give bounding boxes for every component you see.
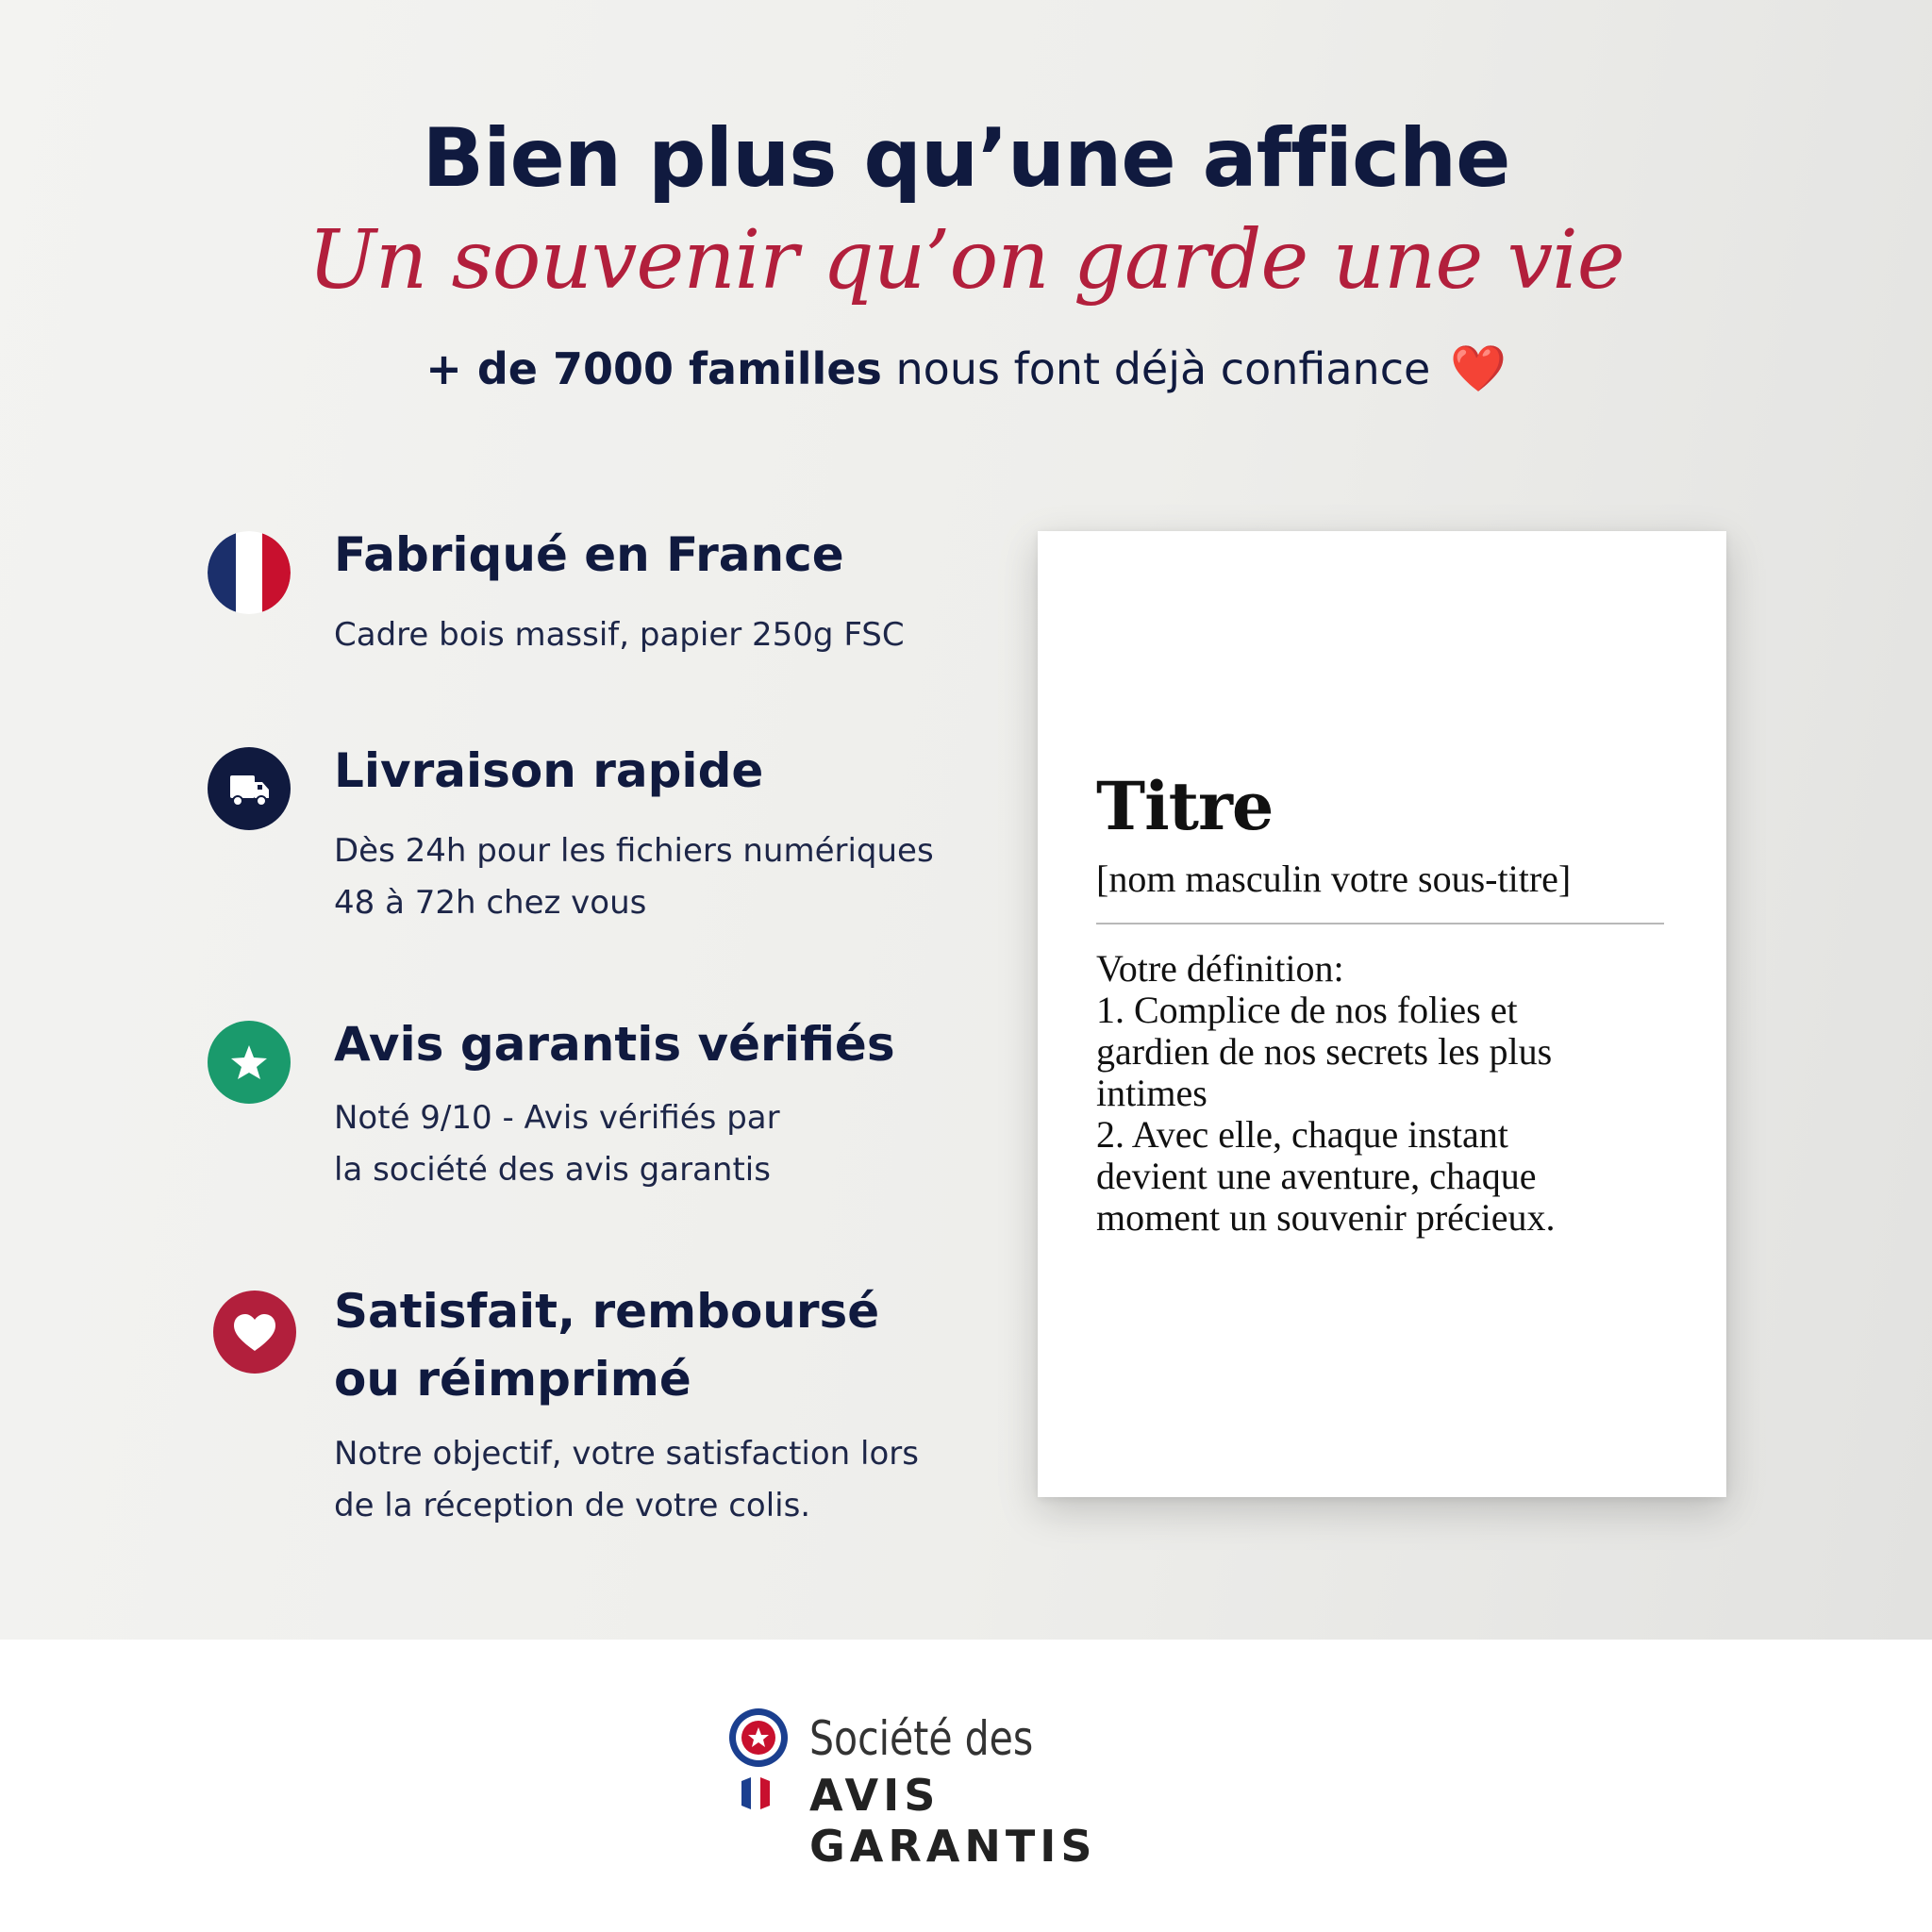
definition-line: intimes xyxy=(1096,1072,1208,1114)
heart-emoji-icon: ❤️ xyxy=(1449,342,1507,395)
definition-line: devient une aventure, chaque xyxy=(1096,1155,1537,1197)
feature-title-made-in-france: Fabriqué en France xyxy=(334,527,844,582)
feature-title-reviews: Avis garantis vérifiés xyxy=(334,1017,895,1072)
avis-garantis-emblem-icon xyxy=(724,1704,800,1826)
feature-desc-delivery: Dès 24h pour les fichiers numériques 48 à 72h chez vous xyxy=(334,832,934,922)
france-flag-icon xyxy=(208,531,291,614)
trust-line xyxy=(0,341,1932,395)
trust-count: + de 7000 familles xyxy=(425,343,882,394)
heart-icon xyxy=(213,1291,296,1374)
poster-subtitle: [nom masculin votre sous-titre] xyxy=(1096,858,1572,900)
logo-text-societe: Société des xyxy=(809,1711,1034,1766)
poster-divider xyxy=(1096,923,1664,924)
poster-preview xyxy=(1038,531,1726,1497)
page-tagline: Un souvenir qu’on garde une vie xyxy=(308,213,1624,308)
feature-desc-satisfaction: Notre objectif, votre satisfaction lors de la réception de votre colis. xyxy=(334,1435,919,1524)
definition-line: gardien de nos secrets les plus xyxy=(1096,1030,1553,1073)
poster-definition xyxy=(1096,948,1681,1239)
feature-desc-made-in-france: Cadre bois massif, papier 250g FSC xyxy=(334,616,905,654)
definition-line: moment un souvenir précieux. xyxy=(1096,1196,1556,1239)
definition-line: Votre définition: xyxy=(1096,947,1344,990)
feature-title-delivery: Livraison rapide xyxy=(334,743,764,798)
feature-desc-reviews: Noté 9/10 - Avis vérifiés par la société des avis garantis xyxy=(334,1099,780,1189)
delivery-truck-icon xyxy=(208,747,291,830)
star-icon xyxy=(208,1021,291,1104)
feature-title-satisfaction xyxy=(334,1277,975,1413)
definition-line: 1. Complice de nos folies et xyxy=(1096,989,1518,1031)
trust-text: nous font déjà confiance xyxy=(881,343,1431,394)
poster-title: Titre xyxy=(1096,767,1274,845)
logo-text-avis-garantis: AVIS GARANTIS xyxy=(809,1770,1097,1872)
feature-title-satisfaction-line1: Satisfait, remboursé xyxy=(334,1284,880,1339)
page-title: Bien plus qu’une affiche xyxy=(422,111,1510,206)
feature-title-satisfaction-line2: ou réimprimé xyxy=(334,1352,691,1407)
avis-garantis-logo xyxy=(724,1704,1215,1872)
definition-line: 2. Avec elle, chaque instant xyxy=(1096,1113,1508,1156)
